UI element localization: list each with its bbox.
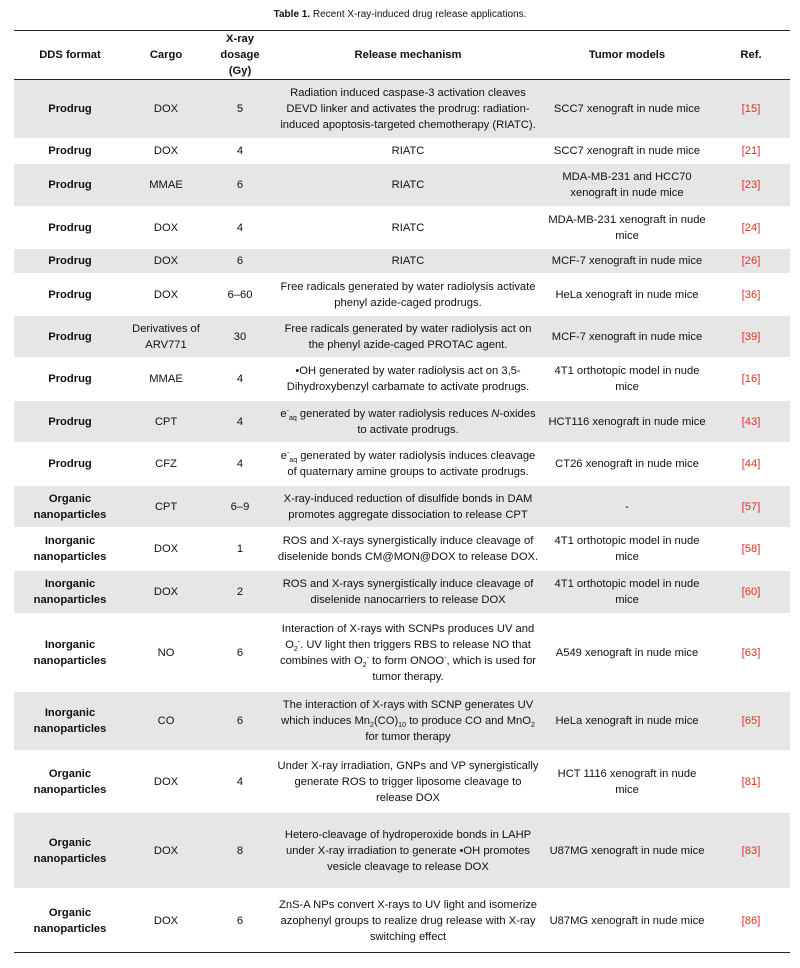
cell-dosage: 4 [206,358,274,401]
cell-dosage: 6 [206,692,274,751]
cell-mechanism: RIATC [274,207,542,249]
cell-ref[interactable]: [86] [712,889,790,953]
cell-ref[interactable]: [26] [712,249,790,274]
table-header-row [14,31,790,80]
cell-ref[interactable]: [24] [712,207,790,249]
table-row [14,401,790,443]
cell-dds-format: Prodrug [14,316,126,358]
cell-tumor-model: A549 xenograft in nude mice [542,614,712,692]
cell-mechanism: Under X-ray irradiation, GNPs and VP synergistically generate ROS to trigger liposome cleavage to release DOX [274,751,542,813]
cell-cargo: CFZ [126,443,206,486]
cell-tumor-model: 4T1 orthotopic model in nude mice [542,571,712,614]
cell-dosage: 6 [206,249,274,274]
cell-dosage: 1 [206,528,274,571]
cell-cargo: DOX [126,80,206,139]
cell-tumor-model: SCC7 xenograft in nude mice [542,139,712,164]
cell-mechanism: ROS and X-rays synergistically induce cleavage of diselenide bonds CM@MON@DOX to release DOX. [274,528,542,571]
cell-dds-format: Prodrug [14,207,126,249]
cell-cargo: DOX [126,889,206,953]
cell-dds-format: Inorganic nanoparticles [14,571,126,614]
cell-ref[interactable]: [16] [712,358,790,401]
cell-dds-format: Prodrug [14,139,126,164]
table-row [14,889,790,953]
header-xray-dosage [206,31,274,80]
cell-tumor-model: MDA-MB-231 xenograft in nude mice [542,207,712,249]
cell-dds-format: Prodrug [14,80,126,139]
cell-ref[interactable]: [60] [712,571,790,614]
cell-cargo: DOX [126,751,206,813]
cell-tumor-model: SCC7 xenograft in nude mice [542,80,712,139]
cell-ref[interactable]: [81] [712,751,790,813]
cell-dds-format: Organic nanoparticles [14,486,126,528]
cell-cargo: MMAE [126,358,206,401]
cell-dds-format: Inorganic nanoparticles [14,692,126,751]
cell-ref[interactable]: [36] [712,274,790,316]
cell-tumor-model: 4T1 orthotopic model in nude mice [542,358,712,401]
table-caption-label: Table 1. [273,9,311,20]
cell-ref[interactable]: [58] [712,528,790,571]
cell-ref[interactable]: [57] [712,486,790,528]
cell-mechanism: RIATC [274,249,542,274]
header-dds-format: DDS format [14,31,126,80]
cell-mechanism: Free radicals generated by water radiolysis activate phenyl azide-caged prodrugs. [274,274,542,316]
header-ref: Ref. [712,31,790,80]
cell-ref[interactable]: [43] [712,401,790,443]
cell-dosage: 4 [206,401,274,443]
cell-dds-format: Prodrug [14,401,126,443]
cell-dosage: 4 [206,207,274,249]
cell-ref[interactable]: [65] [712,692,790,751]
table-row [14,486,790,528]
cell-dosage: 4 [206,751,274,813]
cell-dds-format: Inorganic nanoparticles [14,614,126,692]
cell-ref[interactable]: [63] [712,614,790,692]
cell-dds-format: Organic nanoparticles [14,813,126,889]
table-caption-text: Recent X-ray-induced drug release applications. [312,9,527,20]
cell-cargo: DOX [126,813,206,889]
cell-dosage: 4 [206,443,274,486]
cell-mechanism: RIATC [274,139,542,164]
table-row [14,316,790,358]
cell-tumor-model: MCF-7 xenograft in nude mice [542,316,712,358]
cell-dosage: 6 [206,889,274,953]
cell-dosage: 6–9 [206,486,274,528]
cell-dosage: 6 [206,164,274,207]
cell-mechanism: X-ray-induced reduction of disulfide bonds in DAM promotes aggregate dissociation to release CPT [274,486,542,528]
cell-dds-format: Prodrug [14,358,126,401]
cell-cargo: DOX [126,528,206,571]
table-row [14,443,790,486]
drug-release-table [14,30,790,953]
cell-cargo: DOX [126,207,206,249]
cell-mechanism: •OH generated by water radiolysis act on 3,5-Dihydroxybenzyl carbamate to activate prodrugs. [274,358,542,401]
cell-tumor-model: CT26 xenograft in nude mice [542,443,712,486]
cell-dds-format: Prodrug [14,443,126,486]
table-caption [0,0,800,22]
cell-dds-format: Prodrug [14,249,126,274]
cell-ref[interactable]: [39] [712,316,790,358]
cell-tumor-model: HeLa xenograft in nude mice [542,274,712,316]
cell-ref[interactable]: [23] [712,164,790,207]
cell-mechanism: $e^-_{aq}$ generated by water radiolysis induces cleavage of quaternary amine groups to activate prodrugs. [274,443,542,486]
cell-mechanism: RIATC [274,164,542,207]
cell-tumor-model: 4T1 orthotopic model in nude mice [542,528,712,571]
table-row [14,164,790,207]
cell-dosage: 30 [206,316,274,358]
table-row [14,751,790,813]
cell-cargo: DOX [126,139,206,164]
cell-mechanism: The interaction of X-rays with SCNP generates UV which induces $Mn_2(CO)_{10}$ to produce CO and MnO$_2$ for tumor therapy [274,692,542,751]
cell-mechanism: Radiation induced caspase-3 activation cleaves DEVD linker and activates the prodrug: radiation-induced apoptosis-targeted chemotherapy (RIATC). [274,80,542,139]
table-row [14,274,790,316]
cell-dosage: 8 [206,813,274,889]
table-row [14,80,790,139]
cell-cargo: CO [126,692,206,751]
cell-mechanism: Free radicals generated by water radiolysis act on the phenyl azide-caged PROTAC agent. [274,316,542,358]
table-row [14,358,790,401]
cell-dds-format: Prodrug [14,164,126,207]
cell-cargo: CPT [126,486,206,528]
cell-cargo: DOX [126,274,206,316]
cell-tumor-model: U87MG xenograft in nude mice [542,889,712,953]
cell-cargo: NO [126,614,206,692]
table-row [14,614,790,692]
cell-cargo: Derivatives of ARV771 [126,316,206,358]
cell-tumor-model: MDA-MB-231 and HCC70 xenograft in nude mice [542,164,712,207]
cell-dds-format: Inorganic nanoparticles [14,528,126,571]
cell-tumor-model: MCF-7 xenograft in nude mice [542,249,712,274]
cell-tumor-model: - [542,486,712,528]
cell-dosage: 6 [206,614,274,692]
table-row [14,528,790,571]
cell-mechanism: ROS and X-rays synergistically induce cleavage of diselenide nanocarriers to release DOX [274,571,542,614]
cell-cargo: DOX [126,249,206,274]
cell-mechanism: ZnS-A NPs convert X-rays to UV light and isomerize azophenyl groups to realize drug release with X-ray switching effect [274,889,542,953]
table-row [14,139,790,164]
cell-ref[interactable]: [83] [712,813,790,889]
cell-cargo: DOX [126,571,206,614]
cell-tumor-model: HCT 1116 xenograft in nude mice [542,751,712,813]
cell-mechanism: Interaction of X-rays with SCNPs produces UV and $O_2^-$. UV light then triggers RBS to release NO that combines with $O_2^-$ to form ONOO-, which is used for tumor therapy. [274,614,542,692]
cell-dosage: 2 [206,571,274,614]
header-tumor-models: Tumor models [542,31,712,80]
cell-dosage: 4 [206,139,274,164]
cell-tumor-model: HCT116 xenograft in nude mice [542,401,712,443]
cell-mechanism: Hetero-cleavage of hydroperoxide bonds in LAHP under X-ray irradiation to generate •OH promotes vesicle cleavage to release DOX [274,813,542,889]
cell-ref[interactable]: [15] [712,80,790,139]
cell-dds-format: Organic nanoparticles [14,889,126,953]
cell-dosage: 6–60 [206,274,274,316]
cell-tumor-model: U87MG xenograft in nude mice [542,813,712,889]
header-xray-dosage-text: X-ray dosage (Gy) [220,33,260,77]
cell-cargo: CPT [126,401,206,443]
cell-ref[interactable]: [44] [712,443,790,486]
table-row [14,692,790,751]
cell-mechanism: $e^-_{aq}$ generated by water radiolysis reduces N-oxides to activate prodrugs. [274,401,542,443]
cell-ref[interactable]: [21] [712,139,790,164]
header-release-mechanism: Release mechanism [274,31,542,80]
cell-cargo: MMAE [126,164,206,207]
table-row [14,207,790,249]
cell-dds-format: Prodrug [14,274,126,316]
table-row [14,571,790,614]
cell-dds-format: Organic nanoparticles [14,751,126,813]
cell-dosage: 5 [206,80,274,139]
cell-tumor-model: HeLa xenograft in nude mice [542,692,712,751]
table-row [14,813,790,889]
table-row [14,249,790,274]
header-cargo: Cargo [126,31,206,80]
